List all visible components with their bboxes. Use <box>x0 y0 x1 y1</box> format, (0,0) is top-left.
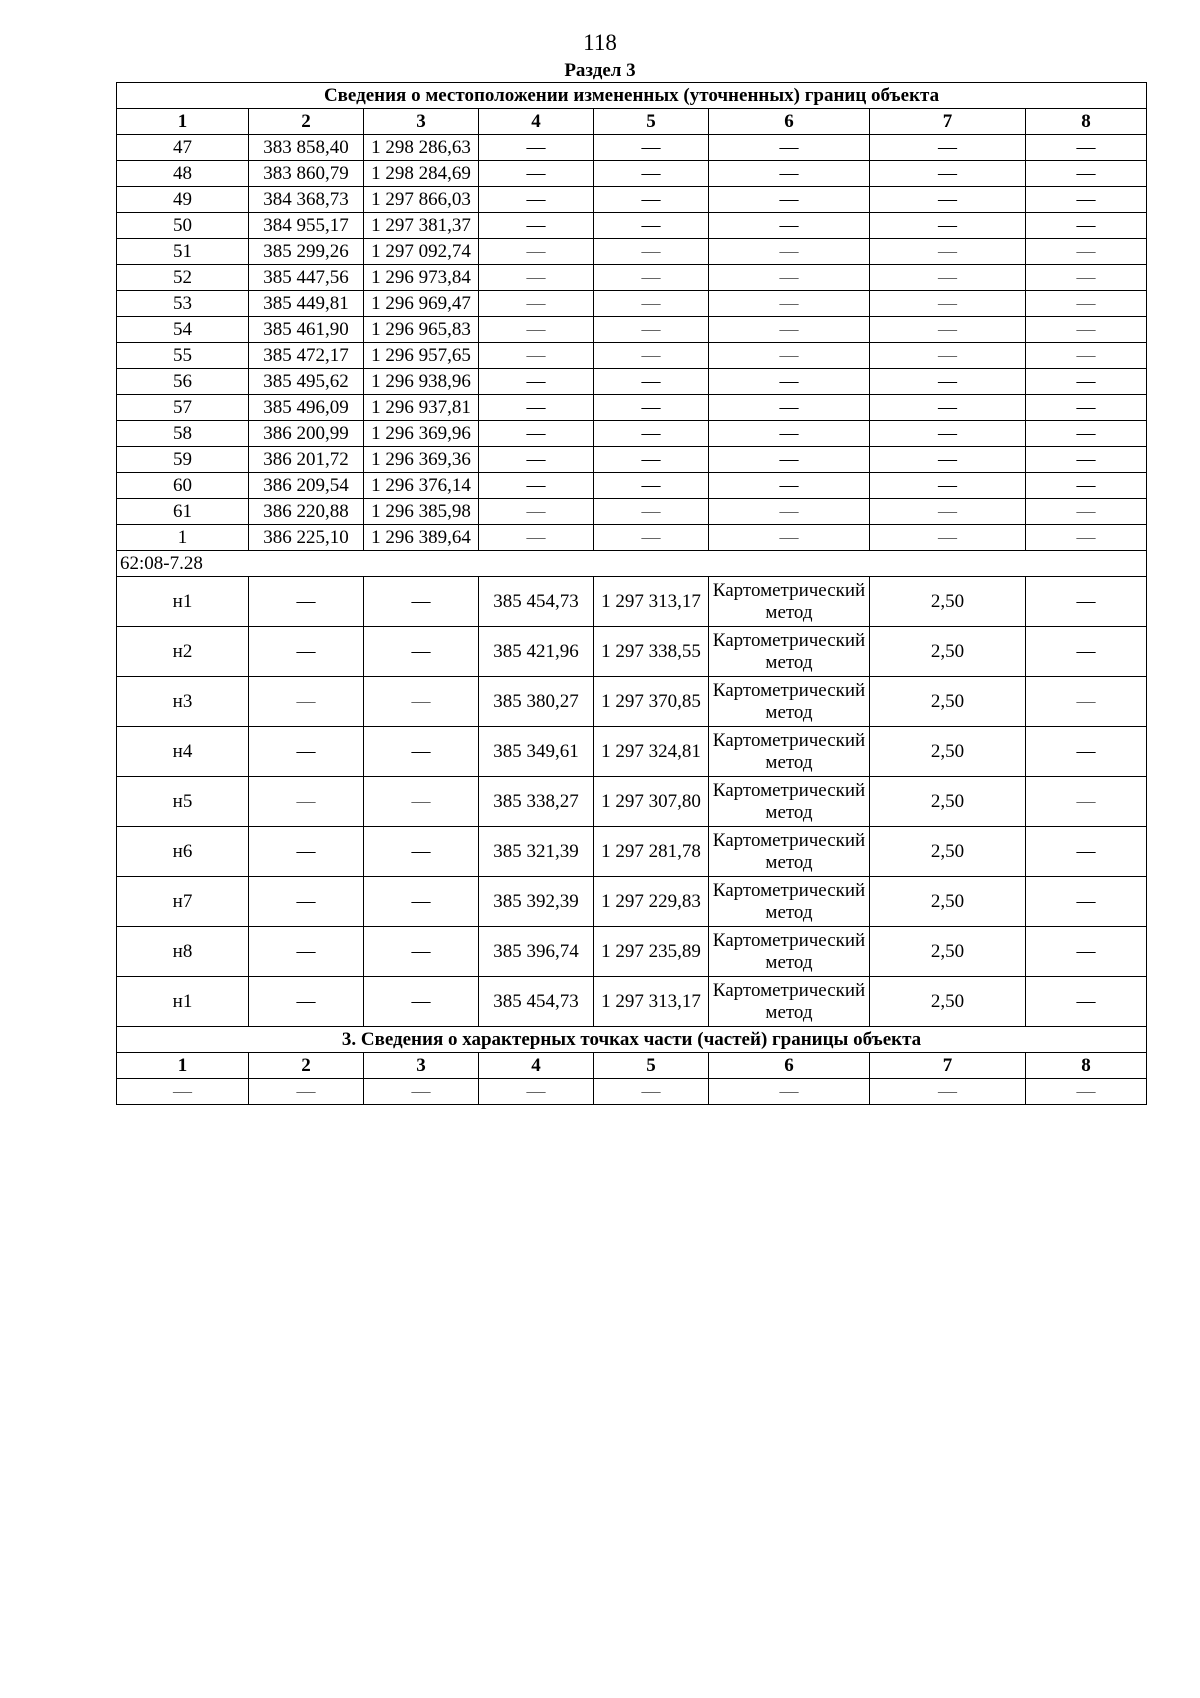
old-y-coordinate: 1 297 381,37 <box>364 213 479 239</box>
empty-dash: — <box>1026 161 1147 187</box>
table-row <box>117 291 1147 317</box>
empty-dash: — <box>117 1079 249 1105</box>
accuracy-cell: 2,50 <box>870 577 1026 627</box>
empty-dash: — <box>1026 777 1147 827</box>
old-y-coordinate: 1 297 866,03 <box>364 187 479 213</box>
table-row <box>117 727 1147 777</box>
empty-dash: — <box>249 827 364 877</box>
empty-dash: — <box>1026 727 1147 777</box>
column-number: 7 <box>870 1053 1026 1079</box>
empty-dash: — <box>249 677 364 727</box>
point-number: 50 <box>117 213 249 239</box>
empty-dash: — <box>594 525 709 551</box>
empty-dash: — <box>709 161 870 187</box>
empty-dash: — <box>594 239 709 265</box>
empty-dash: — <box>709 291 870 317</box>
method-cell: Картометрический метод <box>709 627 870 677</box>
point-number: 57 <box>117 395 249 421</box>
empty-dash: — <box>870 213 1026 239</box>
empty-dash: — <box>594 291 709 317</box>
old-y-coordinate: 1 296 957,65 <box>364 343 479 369</box>
table-row <box>117 265 1147 291</box>
empty-dash: — <box>479 239 594 265</box>
empty-dash: — <box>870 135 1026 161</box>
empty-dash: — <box>709 421 870 447</box>
empty-dash: — <box>364 977 479 1027</box>
table-row <box>117 525 1147 551</box>
part-points-title: 3. Сведения о характерных точках части (частей) границы объекта <box>117 1027 1147 1053</box>
new-x-coordinate: 385 396,74 <box>479 927 594 977</box>
new-y-coordinate: 1 297 307,80 <box>594 777 709 827</box>
empty-dash: — <box>1026 473 1147 499</box>
point-number: 51 <box>117 239 249 265</box>
method-cell: Картометрический метод <box>709 877 870 927</box>
empty-dash: — <box>594 395 709 421</box>
empty-dash: — <box>870 1079 1026 1105</box>
empty-dash: — <box>479 473 594 499</box>
empty-dash: — <box>364 877 479 927</box>
empty-dash: — <box>1026 395 1147 421</box>
column-number: 3 <box>364 109 479 135</box>
empty-dash: — <box>870 265 1026 291</box>
empty-dash: — <box>594 317 709 343</box>
table-row <box>117 777 1147 827</box>
new-y-coordinate: 1 297 235,89 <box>594 927 709 977</box>
empty-dash: — <box>364 777 479 827</box>
point-number: 52 <box>117 265 249 291</box>
empty-dash: — <box>709 317 870 343</box>
table-row <box>117 927 1147 977</box>
empty-dash: — <box>709 265 870 291</box>
old-x-coordinate: 385 447,56 <box>249 265 364 291</box>
empty-dash: — <box>870 473 1026 499</box>
point-number: н3 <box>117 677 249 727</box>
point-number: 48 <box>117 161 249 187</box>
empty-dash: — <box>479 213 594 239</box>
old-x-coordinate: 383 858,40 <box>249 135 364 161</box>
point-number: н2 <box>117 627 249 677</box>
method-cell: Картометрический метод <box>709 677 870 727</box>
empty-dash: — <box>1026 525 1147 551</box>
empty-dash: — <box>479 525 594 551</box>
table-row <box>117 677 1147 727</box>
empty-dash: — <box>1026 927 1147 977</box>
empty-dash: — <box>1026 827 1147 877</box>
empty-dash: — <box>1026 213 1147 239</box>
column-number: 8 <box>1026 109 1147 135</box>
point-number: н4 <box>117 727 249 777</box>
empty-dash: — <box>249 877 364 927</box>
empty-dash: — <box>870 291 1026 317</box>
column-number: 1 <box>117 109 249 135</box>
empty-dash: — <box>1026 1079 1147 1105</box>
old-y-coordinate: 1 296 389,64 <box>364 525 479 551</box>
old-y-coordinate: 1 298 284,69 <box>364 161 479 187</box>
point-number: 61 <box>117 499 249 525</box>
empty-dash: — <box>479 291 594 317</box>
empty-dash: — <box>709 525 870 551</box>
old-x-coordinate: 385 461,90 <box>249 317 364 343</box>
old-x-coordinate: 386 209,54 <box>249 473 364 499</box>
point-number: н8 <box>117 927 249 977</box>
empty-dash: — <box>364 577 479 627</box>
old-x-coordinate: 383 860,79 <box>249 161 364 187</box>
new-y-coordinate: 1 297 281,78 <box>594 827 709 877</box>
point-number: н7 <box>117 877 249 927</box>
column-number: 2 <box>249 109 364 135</box>
empty-dash: — <box>870 187 1026 213</box>
column-number: 6 <box>709 1053 870 1079</box>
column-number: 5 <box>594 1053 709 1079</box>
point-number: 47 <box>117 135 249 161</box>
old-x-coordinate: 385 449,81 <box>249 291 364 317</box>
empty-dash: — <box>594 421 709 447</box>
empty-dash: — <box>870 525 1026 551</box>
empty-dash: — <box>594 499 709 525</box>
empty-dash: — <box>364 1079 479 1105</box>
point-number: н6 <box>117 827 249 877</box>
old-x-coordinate: 384 368,73 <box>249 187 364 213</box>
empty-dash: — <box>479 421 594 447</box>
point-number: 58 <box>117 421 249 447</box>
old-y-coordinate: 1 296 969,47 <box>364 291 479 317</box>
method-cell: Картометрический метод <box>709 727 870 777</box>
old-y-coordinate: 1 296 937,81 <box>364 395 479 421</box>
point-number: 53 <box>117 291 249 317</box>
empty-dash: — <box>479 499 594 525</box>
new-y-coordinate: 1 297 229,83 <box>594 877 709 927</box>
point-number: 59 <box>117 447 249 473</box>
accuracy-cell: 2,50 <box>870 727 1026 777</box>
parcel-label: 62:08-7.28 <box>117 551 1147 577</box>
part-points-title-row <box>117 1027 1147 1053</box>
empty-dash: — <box>1026 187 1147 213</box>
old-y-coordinate: 1 296 376,14 <box>364 473 479 499</box>
empty-dash: — <box>594 369 709 395</box>
empty-dash: — <box>249 977 364 1027</box>
old-x-coordinate: 385 496,09 <box>249 395 364 421</box>
empty-dash: — <box>709 135 870 161</box>
old-x-coordinate: 385 299,26 <box>249 239 364 265</box>
old-x-coordinate: 385 472,17 <box>249 343 364 369</box>
old-y-coordinate: 1 296 965,83 <box>364 317 479 343</box>
empty-dash: — <box>249 727 364 777</box>
old-y-coordinate: 1 297 092,74 <box>364 239 479 265</box>
table-row <box>117 877 1147 927</box>
section-label: Раздел 3 <box>564 60 636 81</box>
table-row <box>117 977 1147 1027</box>
table-row <box>117 239 1147 265</box>
empty-dash: — <box>1026 317 1147 343</box>
new-y-coordinate: 1 297 313,17 <box>594 577 709 627</box>
point-number: н1 <box>117 977 249 1027</box>
new-y-coordinate: 1 297 324,81 <box>594 727 709 777</box>
empty-dash: — <box>1026 577 1147 627</box>
empty-dash: — <box>1026 265 1147 291</box>
empty-dash: — <box>709 369 870 395</box>
old-y-coordinate: 1 296 973,84 <box>364 265 479 291</box>
parcel-label-row <box>117 551 1147 577</box>
new-x-coordinate: 385 392,39 <box>479 877 594 927</box>
new-x-coordinate: 385 338,27 <box>479 777 594 827</box>
empty-dash: — <box>870 421 1026 447</box>
accuracy-cell: 2,50 <box>870 777 1026 827</box>
page-number: 118 <box>583 30 617 55</box>
empty-dash: — <box>870 395 1026 421</box>
old-x-coordinate: 385 495,62 <box>249 369 364 395</box>
table-row <box>117 369 1147 395</box>
new-x-coordinate: 385 454,73 <box>479 977 594 1027</box>
empty-dash: — <box>709 499 870 525</box>
empty-dash: — <box>479 395 594 421</box>
empty-dash: — <box>1026 677 1147 727</box>
part-points-empty-row <box>117 1079 1147 1105</box>
point-number: 1 <box>117 525 249 551</box>
old-y-coordinate: 1 296 385,98 <box>364 499 479 525</box>
empty-dash: — <box>709 473 870 499</box>
column-number: 4 <box>479 1053 594 1079</box>
point-number: н5 <box>117 777 249 827</box>
column-number: 4 <box>479 109 594 135</box>
column-number: 3 <box>364 1053 479 1079</box>
new-y-coordinate: 1 297 338,55 <box>594 627 709 677</box>
table-row <box>117 827 1147 877</box>
empty-dash: — <box>1026 343 1147 369</box>
empty-dash: — <box>870 239 1026 265</box>
empty-dash: — <box>709 395 870 421</box>
method-cell: Картометрический метод <box>709 577 870 627</box>
empty-dash: — <box>709 447 870 473</box>
empty-dash: — <box>594 187 709 213</box>
empty-dash: — <box>709 239 870 265</box>
empty-dash: — <box>709 343 870 369</box>
accuracy-cell: 2,50 <box>870 627 1026 677</box>
table-row <box>117 577 1147 627</box>
empty-dash: — <box>870 317 1026 343</box>
table-row <box>117 447 1147 473</box>
method-cell: Картометрический метод <box>709 977 870 1027</box>
empty-dash: — <box>594 265 709 291</box>
new-x-coordinate: 385 421,96 <box>479 627 594 677</box>
column-number-row <box>117 109 1147 135</box>
empty-dash: — <box>1026 447 1147 473</box>
boundary-table <box>116 82 1147 1105</box>
column-number: 2 <box>249 1053 364 1079</box>
empty-dash: — <box>594 161 709 187</box>
old-x-coordinate: 384 955,17 <box>249 213 364 239</box>
empty-dash: — <box>1026 877 1147 927</box>
accuracy-cell: 2,50 <box>870 827 1026 877</box>
old-y-coordinate: 1 296 369,96 <box>364 421 479 447</box>
new-x-coordinate: 385 321,39 <box>479 827 594 877</box>
empty-dash: — <box>594 135 709 161</box>
empty-dash: — <box>479 317 594 343</box>
accuracy-cell: 2,50 <box>870 677 1026 727</box>
point-number: 60 <box>117 473 249 499</box>
empty-dash: — <box>594 213 709 239</box>
table-row <box>117 317 1147 343</box>
table-row <box>117 499 1147 525</box>
empty-dash: — <box>249 927 364 977</box>
old-x-coordinate: 386 225,10 <box>249 525 364 551</box>
empty-dash: — <box>1026 627 1147 677</box>
new-y-coordinate: 1 297 313,17 <box>594 977 709 1027</box>
empty-dash: — <box>1026 499 1147 525</box>
point-number: 55 <box>117 343 249 369</box>
method-cell: Картометрический метод <box>709 927 870 977</box>
empty-dash: — <box>709 187 870 213</box>
table-row <box>117 627 1147 677</box>
point-number: 54 <box>117 317 249 343</box>
empty-dash: — <box>1026 239 1147 265</box>
empty-dash: — <box>1026 135 1147 161</box>
empty-dash: — <box>1026 291 1147 317</box>
empty-dash: — <box>709 1079 870 1105</box>
column-number: 1 <box>117 1053 249 1079</box>
column-number-row <box>117 1053 1147 1079</box>
empty-dash: — <box>870 447 1026 473</box>
empty-dash: — <box>364 727 479 777</box>
table-row <box>117 421 1147 447</box>
empty-dash: — <box>479 265 594 291</box>
new-x-coordinate: 385 454,73 <box>479 577 594 627</box>
old-x-coordinate: 386 200,99 <box>249 421 364 447</box>
empty-dash: — <box>249 577 364 627</box>
table-title: Сведения о местоположении измененных (уточненных) границ объекта <box>117 83 1147 109</box>
column-number: 5 <box>594 109 709 135</box>
column-number: 7 <box>870 109 1026 135</box>
table-title-row <box>117 83 1147 109</box>
empty-dash: — <box>1026 369 1147 395</box>
empty-dash: — <box>364 827 479 877</box>
empty-dash: — <box>249 627 364 677</box>
empty-dash: — <box>594 1079 709 1105</box>
method-cell: Картометрический метод <box>709 777 870 827</box>
empty-dash: — <box>1026 977 1147 1027</box>
point-number: 56 <box>117 369 249 395</box>
empty-dash: — <box>709 213 870 239</box>
accuracy-cell: 2,50 <box>870 877 1026 927</box>
point-number: н1 <box>117 577 249 627</box>
empty-dash: — <box>364 627 479 677</box>
empty-dash: — <box>479 135 594 161</box>
empty-dash: — <box>594 343 709 369</box>
empty-dash: — <box>594 473 709 499</box>
empty-dash: — <box>479 343 594 369</box>
empty-dash: — <box>249 777 364 827</box>
empty-dash: — <box>594 447 709 473</box>
empty-dash: — <box>479 447 594 473</box>
table-row <box>117 395 1147 421</box>
empty-dash: — <box>364 677 479 727</box>
method-cell: Картометрический метод <box>709 827 870 877</box>
empty-dash: — <box>249 1079 364 1105</box>
empty-dash: — <box>479 1079 594 1105</box>
point-number: 49 <box>117 187 249 213</box>
empty-dash: — <box>479 187 594 213</box>
column-number: 8 <box>1026 1053 1147 1079</box>
table-row <box>117 343 1147 369</box>
accuracy-cell: 2,50 <box>870 927 1026 977</box>
new-x-coordinate: 385 380,27 <box>479 677 594 727</box>
empty-dash: — <box>870 161 1026 187</box>
old-y-coordinate: 1 298 286,63 <box>364 135 479 161</box>
old-y-coordinate: 1 296 369,36 <box>364 447 479 473</box>
empty-dash: — <box>870 369 1026 395</box>
table-row <box>117 135 1147 161</box>
empty-dash: — <box>364 927 479 977</box>
empty-dash: — <box>870 499 1026 525</box>
new-y-coordinate: 1 297 370,85 <box>594 677 709 727</box>
column-number: 6 <box>709 109 870 135</box>
new-x-coordinate: 385 349,61 <box>479 727 594 777</box>
old-y-coordinate: 1 296 938,96 <box>364 369 479 395</box>
old-x-coordinate: 386 201,72 <box>249 447 364 473</box>
old-x-coordinate: 386 220,88 <box>249 499 364 525</box>
accuracy-cell: 2,50 <box>870 977 1026 1027</box>
empty-dash: — <box>479 369 594 395</box>
table-row <box>117 473 1147 499</box>
table-row <box>117 213 1147 239</box>
empty-dash: — <box>870 343 1026 369</box>
table-row <box>117 161 1147 187</box>
empty-dash: — <box>479 161 594 187</box>
empty-dash: — <box>1026 421 1147 447</box>
table-row <box>117 187 1147 213</box>
